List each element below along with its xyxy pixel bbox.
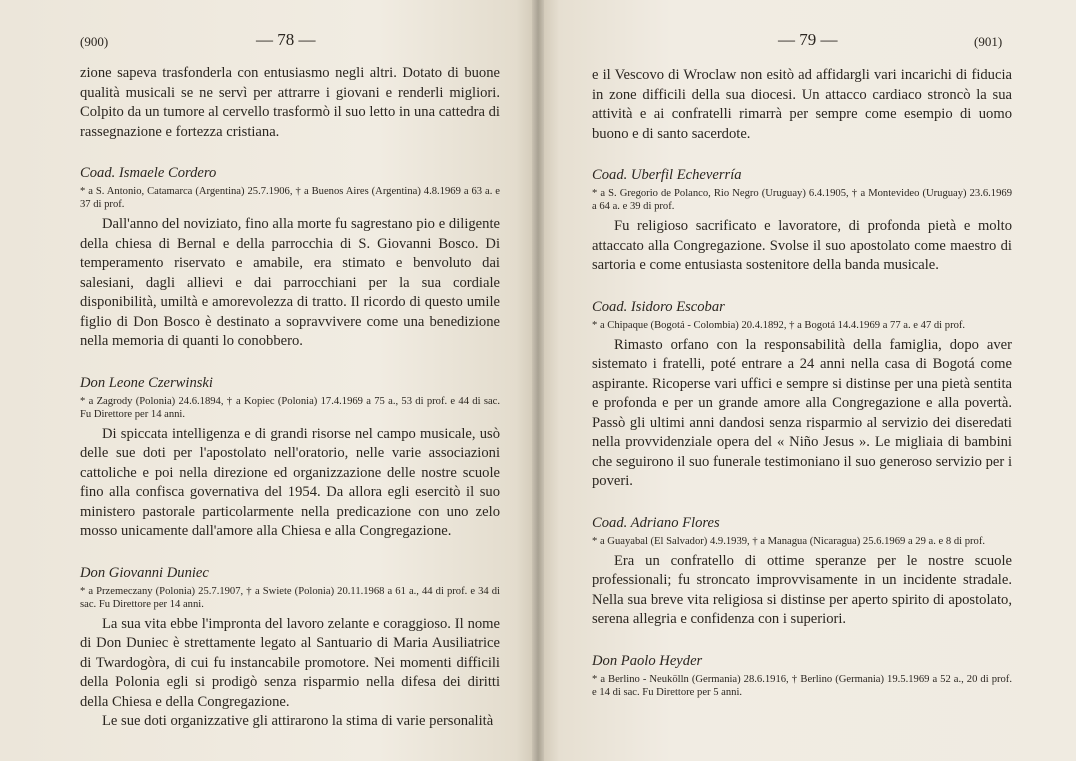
right-page	[538, 0, 1076, 761]
right-column	[592, 66, 1012, 703]
left-folio: (900)	[80, 34, 109, 49]
entry-bio: * a Berlino - Neukölln (Germania) 28.6.1916, † Berlino (Germania) 19.5.1969 a 52 a., 20 di prof. e 14 di sac. Fu Direttore per 5 anni.	[592, 673, 1012, 698]
entry-text: Di spiccata intelligenza e di grandi risorse nel campo musicale, usò delle sue doti per l'apostolato nell'oratorio, nelle varie associazioni cattoliche e poi nella direzione ed organizzazione delle nostre scuole fino alla confisca governativa del 1954. Da allora egli esercitò il suo ministero pastorale particolarmente nella predicazione con uno zelo mosso unicamente dall'amore alla Chiesa e alla Congregazione.	[80, 425, 500, 539]
left-column	[80, 64, 500, 732]
entry-name: Coad. Uberfil Echeverría	[592, 167, 742, 183]
entry-text: Era un confratello di ottime speranze per le nostre scuole professionali; fu stroncato improvvisamente in un incidente stradale. Nella sua breve vita religiosa si distinse per aperto spirito di apostolato, serena allegria e confidenza con i superiori.	[592, 552, 1012, 627]
entry-text: Dall'anno del noviziato, fino alla morte fu sagrestano pio e diligente della chiesa di Bernal e della parrocchia di S. Giovanni Bosco. Di temperamento riservato e amabile, era stimato e benvoluto dai salesiani, dagli allievi e dai parrocchiani per la sua cordiale disponibilità, umiltà e amorevolezza di tratto. Il ricordo di questo umile figlio di Don Bosco è destinato a sopravvivere come una benedizione nella memoria di quanti lo conobbero.	[80, 216, 500, 349]
obituary-entry	[592, 514, 1012, 630]
entry-name: Coad. Ismaele Cordero	[80, 165, 217, 181]
entry-name: Coad. Adriano Flores	[592, 514, 720, 531]
entry-name: Don Leone Czerwinski	[80, 374, 213, 391]
right-page-number: — 79 —	[778, 30, 838, 49]
entry-bio: * a Guayabal (El Salvador) 4.9.1939, † a Managua (Nicaragua) 25.6.1969 a 29 a. e 8 di prof.	[592, 535, 986, 547]
left-page-number: — 78 —	[256, 30, 316, 49]
entry-bio: * a Chipaque (Bogotá - Colombia) 20.4.1892, † a Bogotá 14.4.1969 a 77 a. e 47 di prof.	[592, 319, 966, 331]
entry-name: Don Giovanni Duniec	[80, 564, 209, 581]
entry-text: La sua vita ebbe l'impronta del lavoro zelante e coraggioso. Il nome di Don Duniec è strettamente legato al Santuario di Maria Ausiliatrice di Twardogòra, di cui fu instancabile promotore. Nei momenti difficili della Polonia egli si prodigò senza risparmio nella difesa dei diritti della Chiesa e della Congregazione.	[80, 615, 500, 710]
obituary-entry	[592, 298, 1012, 492]
obituary-entry	[80, 374, 500, 542]
entry-text: Fu religioso sacrificato e lavoratore, di profonda pietà e molto attaccato alla Congregazione. Svolse il suo apostolato come maestro di sartoria e come entusiasta sostenitore della banda musicale.	[592, 218, 1012, 273]
entry-bio: * a S. Antonio, Catamarca (Argentina) 25.7.1906, † a Buenos Aires (Argentina) 4.8.1969 a 63 a. e 37 di prof.	[80, 186, 500, 210]
obituary-entry	[80, 564, 500, 732]
right-intro-text: e il Vescovo di Wroclaw non esitò ad affidargli vari incarichi di fiducia in zone difficili della sua diocesi. Un attacco cardiaco stroncò la sua attività e ai confratelli rimarrà per sempre come esempio di uomo buono e di santo sacerdote.	[592, 67, 1012, 142]
right-folio: (901)	[974, 34, 1003, 49]
book-gutter	[532, 0, 544, 761]
entry-bio: * a S. Gregorio de Polanco, Rio Negro (Uruguay) 6.4.1905, † a Montevideo (Uruguay) 23.6.1969 a 64 a. e 39 di prof.	[592, 188, 1012, 212]
left-intro-text: zione sapeva trasfonderla con entusiasmo negli altri. Dotato di buone qualità musicali se ne servì per attrarre i giovani e renderli migliori. Colpito da un tumore al cervello trasformò il suo letto in una cattedra di rassegnazione e fortezza cristiana.	[80, 65, 500, 140]
obituary-entry	[592, 166, 1012, 276]
obituary-entry	[80, 164, 500, 352]
entry-text: Rimasto orfano con la responsabilità della famiglia, dopo aver sistemato i fratelli, poté entrare a 24 anni nella casa di Bogotá come aspirante. Ricoperse vari uffici e sempre si distinse per una pietà sentita e profonda e per un grande amore alla Congregazione e alla povertà. Passò gli ultimi anni dandosi senza risparmio al servizio dei diseredati nella provvidenziale opera del « Niño Jesus ». Le migliaia di bambini che seguirono il suo funerale testimoniano il suo generoso servizio per i poveri.	[592, 336, 1012, 489]
entry-name: Don Paolo Heyder	[592, 652, 703, 669]
entry-bio: * a Zagrody (Polonia) 24.6.1894, † a Kopiec (Polonia) 17.4.1969 a 75 a., 53 di prof. e 44 di sac. Fu Direttore per 14 anni.	[80, 395, 500, 420]
entry-bio: * a Przemeczany (Polonia) 25.7.1907, † a Swiete (Polonia) 20.11.1968 a 61 a., 44 di prof. e 34 di sac. Fu Direttore per 14 anni.	[80, 585, 500, 610]
entry-text: Le sue doti organizzative gli attirarono la stima di varie personalità	[102, 713, 494, 729]
entry-name: Coad. Isidoro Escobar	[592, 298, 725, 315]
obituary-entry	[592, 652, 1012, 699]
